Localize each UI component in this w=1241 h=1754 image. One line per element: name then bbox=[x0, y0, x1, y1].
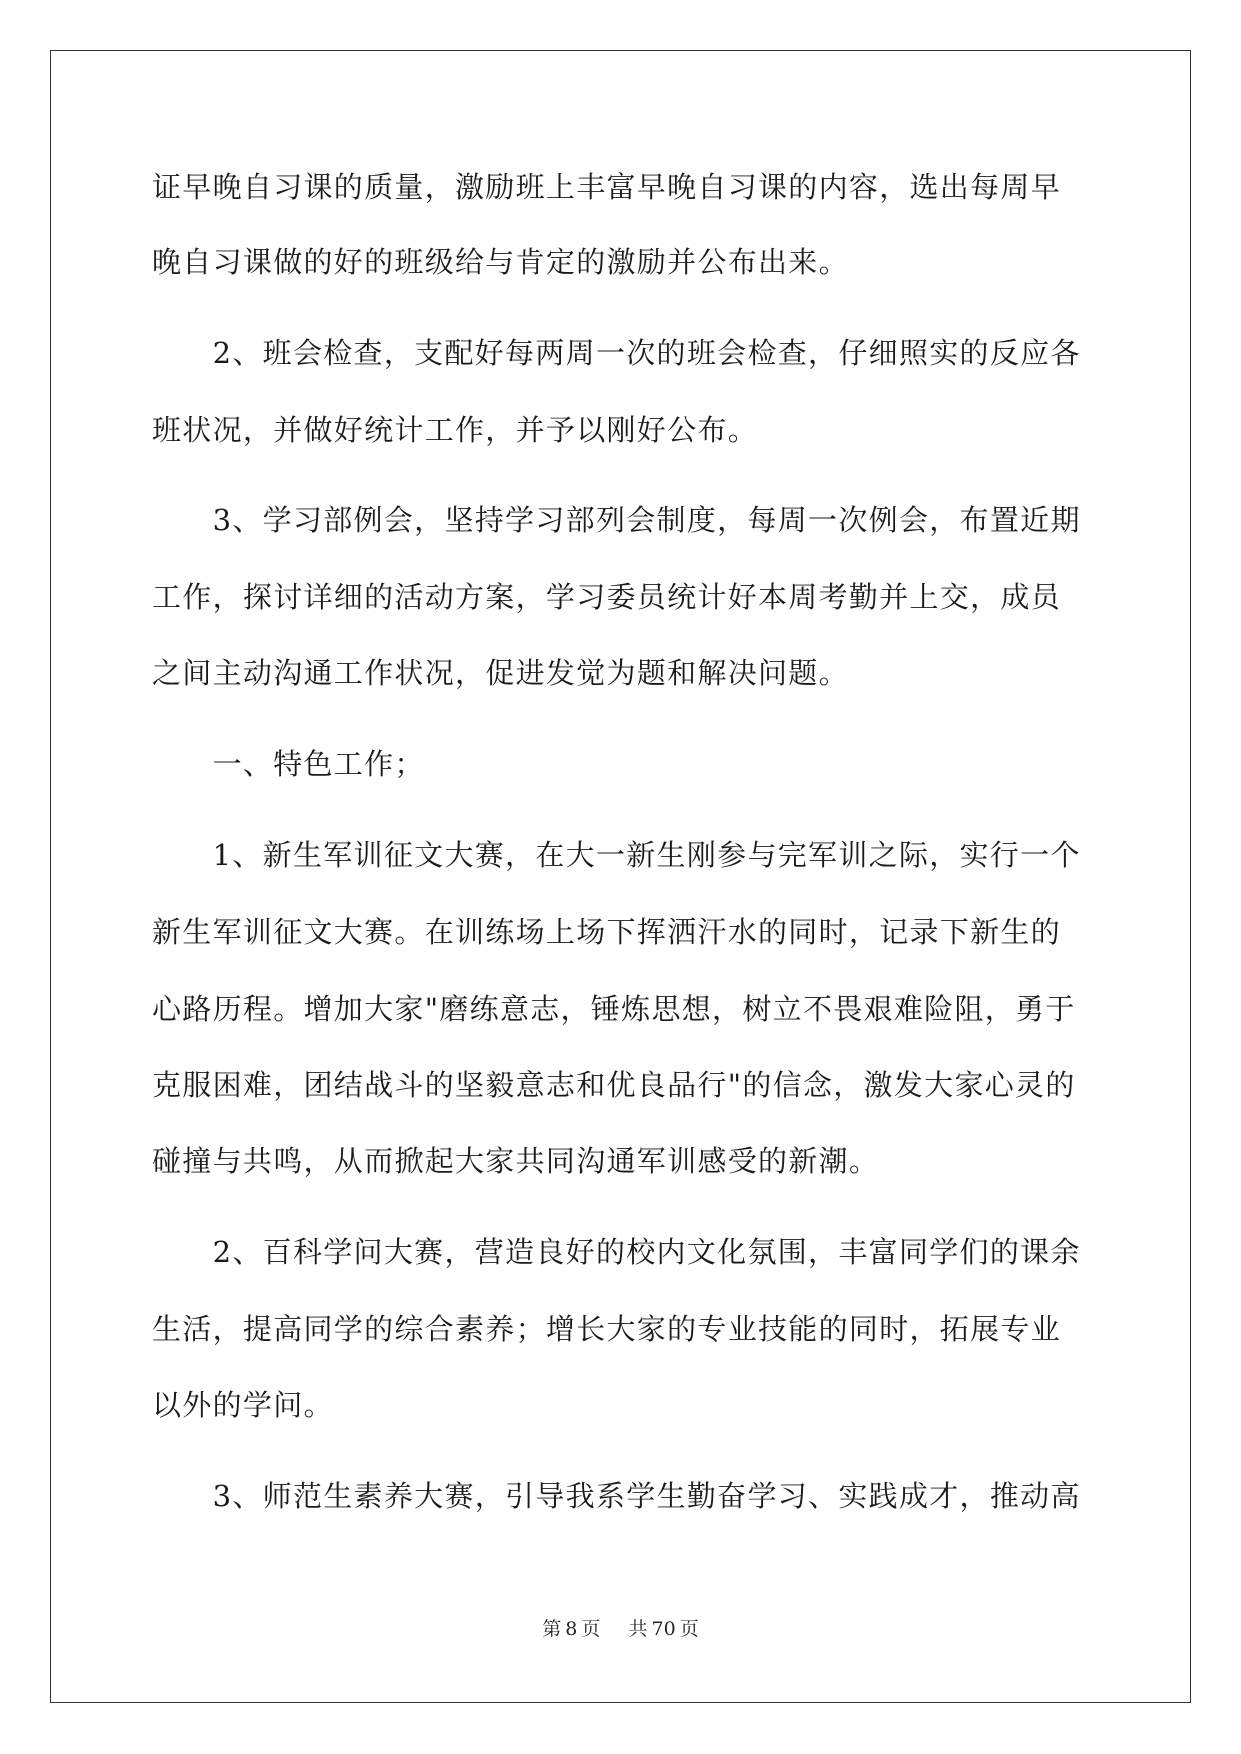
total-label: 共 bbox=[628, 1618, 648, 1640]
text-line: 新生军训征文大赛。在训练场上场下挥洒汗水的同时，记录下新生的 bbox=[152, 915, 1062, 949]
total-unit: 页 bbox=[679, 1618, 699, 1640]
text-line: 之间主动沟通工作状况，促进发觉为题和解决问题。 bbox=[152, 656, 849, 690]
page-unit: 页 bbox=[581, 1618, 601, 1640]
text-line: 碰撞与共鸣，从而掀起大家共同沟通军训感受的新潮。 bbox=[152, 1144, 880, 1178]
text-line: 心路历程。增加大家"磨练意志，锤炼思想，树立不畏艰难险阻，勇于 bbox=[152, 992, 1076, 1026]
text-line: 证早晚自习课的质量，激励班上丰富早晚自习课的内容，选出每周早 bbox=[152, 170, 1062, 204]
text-line: 克服困难，团结战斗的坚毅意志和优良品行"的信念，激发大家心灵的 bbox=[152, 1068, 1076, 1102]
text-line: 以外的学问。 bbox=[152, 1388, 334, 1422]
text-line: 晚自习课做的好的班级给与肯定的激励并公布出来。 bbox=[152, 245, 849, 279]
text-line: 2、百科学问大赛，营造良好的校内文化氛围，丰富同学们的课余 bbox=[152, 1235, 1081, 1269]
page-label: 第 bbox=[542, 1618, 562, 1640]
section-heading: 一、特色工作； bbox=[152, 747, 425, 781]
text-line: 班状况，并做好统计工作，并予以刚好公布。 bbox=[152, 413, 759, 447]
total-pages: 70 bbox=[651, 1618, 676, 1640]
text-line: 1、新生军训征文大赛，在大一新生刚参与完军训之际，实行一个 bbox=[152, 838, 1081, 872]
page-footer bbox=[0, 1614, 1241, 1641]
page-number: 8 bbox=[565, 1618, 578, 1640]
text-line: 工作，探讨详细的活动方案，学习委员统计好本周考勤并上交，成员 bbox=[152, 580, 1062, 614]
text-line: 生活，提高同学的综合素养；增长大家的专业技能的同时，拓展专业 bbox=[152, 1312, 1062, 1346]
text-line: 3、学习部例会，坚持学习部列会制度，每周一次例会，布置近期 bbox=[152, 503, 1081, 537]
text-line: 3、师范生素养大赛，引导我系学生勤奋学习、实践成才，推动高 bbox=[152, 1479, 1081, 1513]
text-line: 2、班会检查，支配好每两周一次的班会检查，仔细照实的反应各 bbox=[152, 336, 1081, 370]
